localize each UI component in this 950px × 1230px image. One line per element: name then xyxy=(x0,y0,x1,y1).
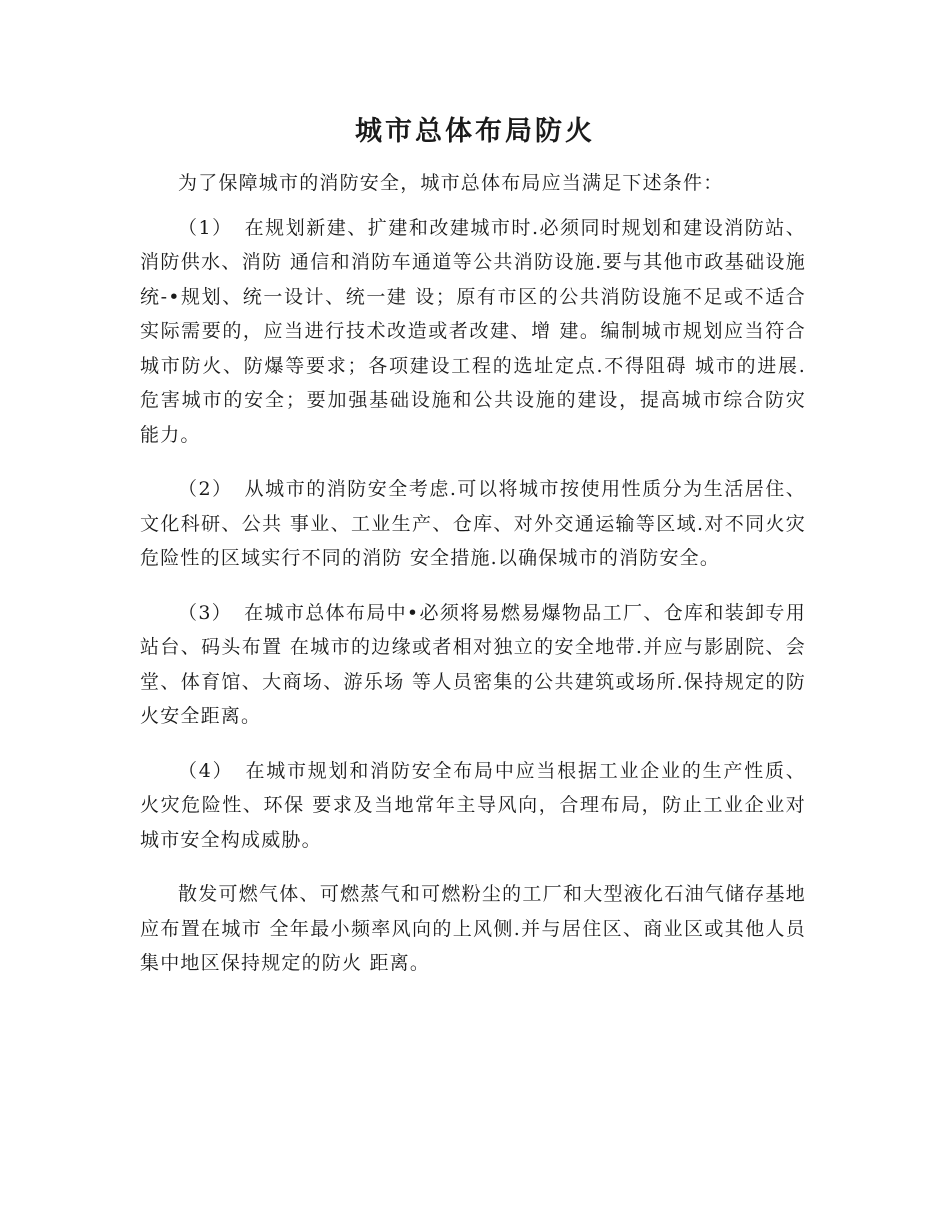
item-text-2: 从城市的消防安全考虑.可以将城市按使用性质分为生活居住、文化科研、公共 事业、工业生产、仓库、对外交通运输等区域.对不同火灾危险性的区域实行不同的消防 安全措施.以确保城市的消防安全。 xyxy=(140,478,806,569)
item-paragraph-3 xyxy=(140,596,806,734)
item-number-1: （1） xyxy=(178,216,233,239)
item-paragraph-1 xyxy=(140,211,806,453)
item-paragraph-2 xyxy=(140,472,806,576)
item-paragraph-4 xyxy=(140,754,806,858)
item-text-3: 在城市总体布局中•必须将易燃易爆物品工厂、仓库和装卸专用站台、码头布置 在城市的边缘或者相对独立的安全地带.并应与影剧院、会堂、体育馆、大商场、游乐场 等人员密集的公共建筑或场所.保持规定的防火安全距离。 xyxy=(140,601,806,727)
closing-paragraph: 散发可燃气体、可燃蒸气和可燃粉尘的工厂和大型液化石油气储存基地应布置在城市 全年最小频率风向的上风侧.并与居住区、商业区或其他人员集中地区保持规定的防火 距离。 xyxy=(140,883,806,974)
item-number-3: （3） xyxy=(178,601,233,624)
item-text-1: 在规划新建、扩建和改建城市时.必须同时规划和建设消防站、消防供水、消防 通信和消防车通道等公共消防设施.要与其他市政基础设施统-•规划、统一设计、统一建 设；原有市区的公共消防设施不足或不适合实际需要的，应当进行技术改造或者改建、增 建。编制城市规划应当符合城市防火、防爆等要求；各项建设工程的选址定点.不得阻碍 城市的进展.危害城市的安全；要加强基础设施和公共设施的建设，提高城市综合防灾 能力。 xyxy=(140,216,806,446)
document-title: 城市总体布局防火 xyxy=(355,116,595,147)
item-text-4: 在城市规划和消防安全布局中应当根据工业企业的生产性质、火灾危险性、环保 要求及当地常年主导风向，合理布局，防止工业企业对城市安全构成威胁。 xyxy=(140,759,806,851)
item-number-2: （2） xyxy=(178,478,233,500)
document-body xyxy=(140,166,806,1001)
item-number-4: （4） xyxy=(178,759,234,782)
intro-paragraph: 为了保障城市的消防安全，城市总体布局应当满足下述条件： xyxy=(178,172,724,194)
